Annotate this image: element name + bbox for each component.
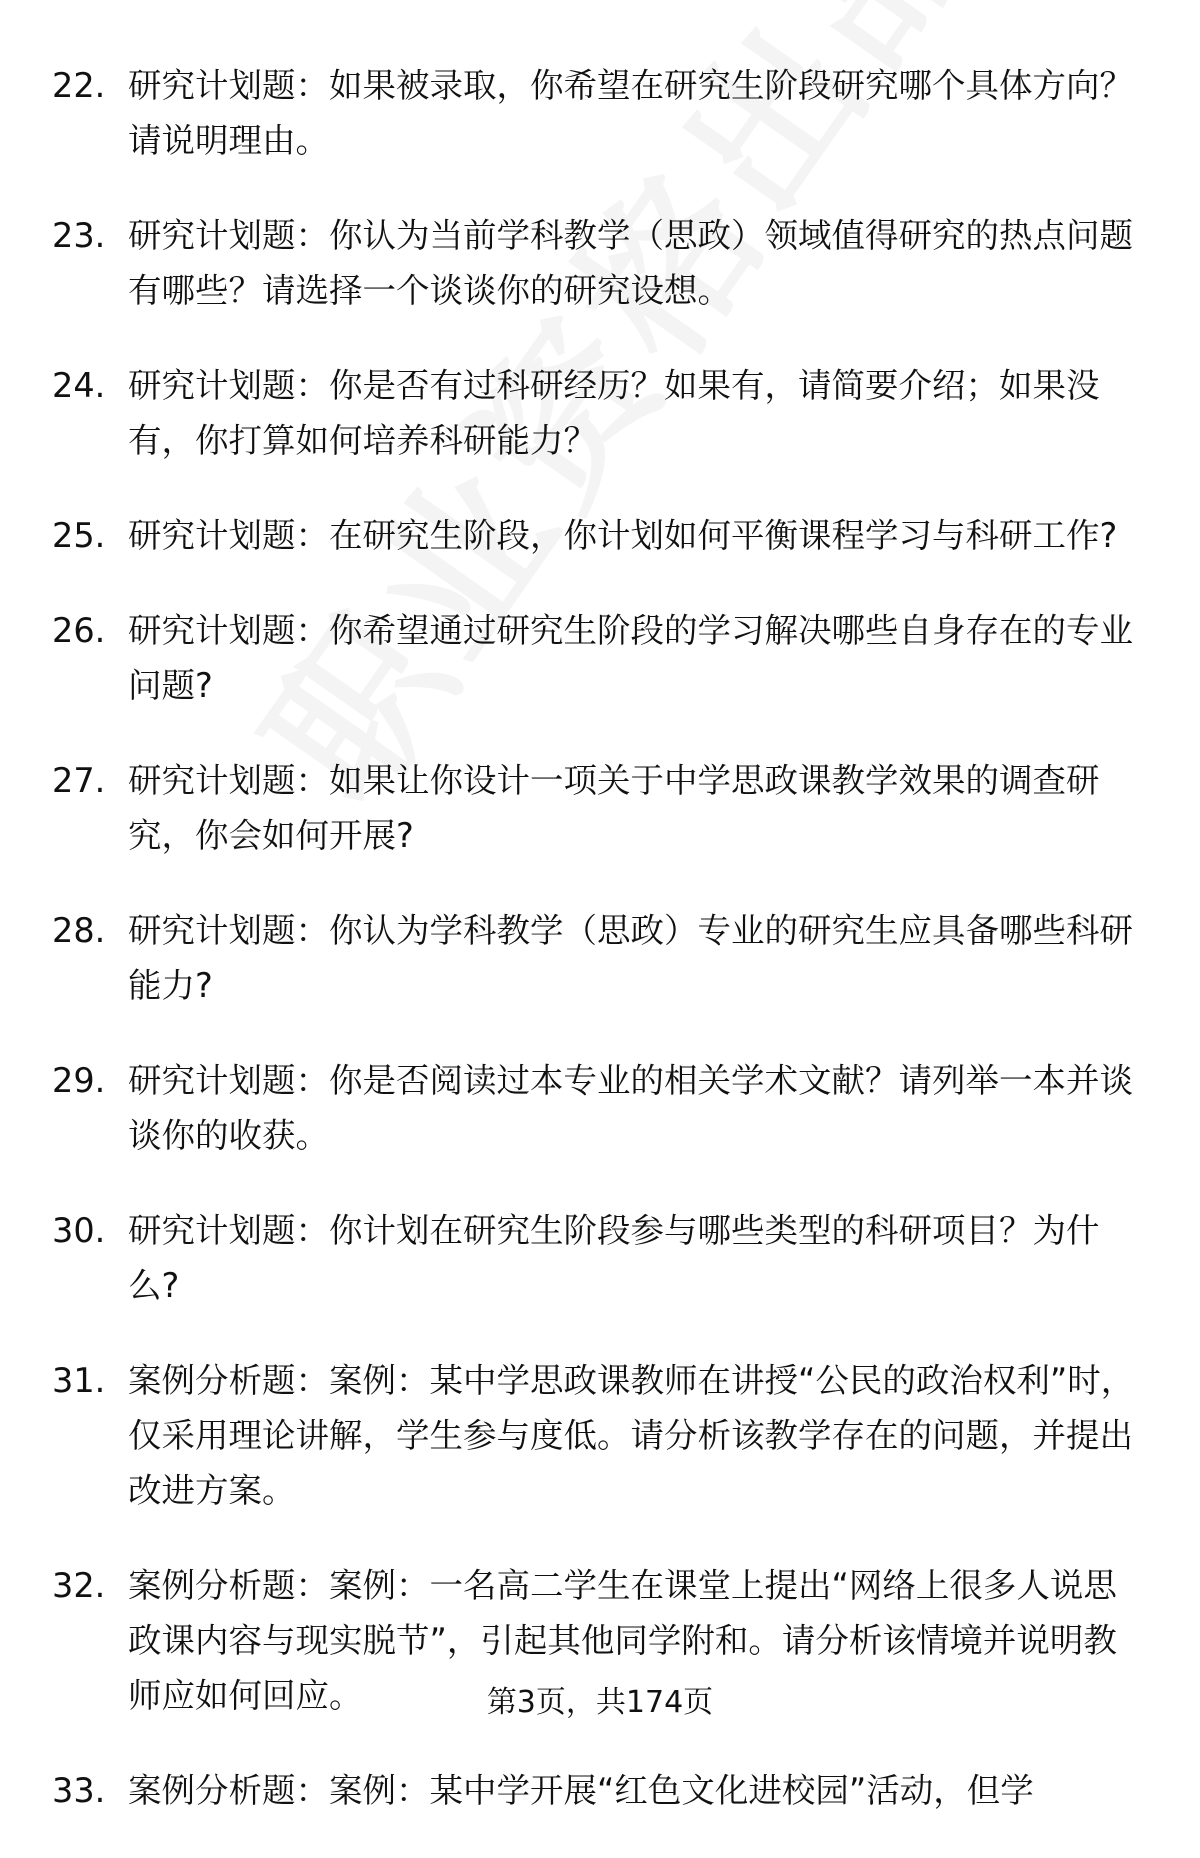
question-number: 24. <box>52 366 106 405</box>
question-number: 27. <box>52 761 106 800</box>
question-item <box>0 1053 1200 1163</box>
question-item <box>0 358 1200 468</box>
question-text: 案例分析题：案例：某中学开展“红色文化进校园”活动，但学 <box>128 1771 1034 1810</box>
question-text: 研究计划题：如果让你设计一项关于中学思政课教学效果的调查研究，你会如何开展? <box>128 761 1100 855</box>
question-number: 30. <box>52 1211 106 1250</box>
question-item <box>0 58 1200 168</box>
question-number: 22. <box>52 66 106 105</box>
question-text: 研究计划题：你希望通过研究生阶段的学习解决哪些自身存在的专业问题? <box>128 611 1133 705</box>
question-item <box>0 1763 1200 1818</box>
question-item <box>0 1203 1200 1313</box>
question-text: 研究计划题：你计划在研究生阶段参与哪些类型的科研项目？为什么? <box>128 1211 1100 1305</box>
question-item <box>0 903 1200 1013</box>
question-number: 25. <box>52 516 106 555</box>
question-number: 32. <box>52 1566 106 1605</box>
question-number: 28. <box>52 911 106 950</box>
question-text: 案例分析题：案例：某中学思政课教师在讲授“公民的政治权利”时，仅采用理论讲解，学生参与度低。请分析该教学存在的问题，并提出改进方案。 <box>128 1361 1135 1510</box>
question-item <box>0 1353 1200 1518</box>
question-number: 31. <box>52 1361 106 1400</box>
question-number: 29. <box>52 1061 106 1100</box>
question-item <box>0 603 1200 713</box>
question-item <box>0 753 1200 863</box>
question-item <box>0 508 1200 563</box>
question-text: 研究计划题：你认为学科教学（思政）专业的研究生应具备哪些科研能力? <box>128 911 1133 1005</box>
question-text: 研究计划题：在研究生阶段，你计划如何平衡课程学习与科研工作? <box>128 516 1118 555</box>
question-text: 研究计划题：如果被录取，你希望在研究生阶段研究哪个具体方向？请说明理由。 <box>128 66 1133 160</box>
question-item <box>0 208 1200 318</box>
page-footer: 第3页，共174页 <box>486 1685 714 1720</box>
question-text: 研究计划题：你是否阅读过本专业的相关学术文献？请列举一本并谈谈你的收获。 <box>128 1061 1133 1155</box>
question-text: 研究计划题：你是否有过科研经历？如果有，请简要介绍；如果没有，你打算如何培养科研能力？ <box>128 366 1100 460</box>
question-number: 33. <box>52 1771 106 1810</box>
question-number: 26. <box>52 611 106 650</box>
question-text: 案例分析题：案例：一名高二学生在课堂上提出“网络上很多人说思政课内容与现实脱节”，引起其他同学附和。请分析该情境并说明教师应如何回应。 <box>128 1566 1117 1715</box>
question-text: 研究计划题：你认为当前学科教学（思政）领域值得研究的热点问题有哪些？请选择一个谈谈你的研究设想。 <box>128 216 1133 310</box>
question-list <box>0 58 1200 1858</box>
question-number: 23. <box>52 216 106 255</box>
